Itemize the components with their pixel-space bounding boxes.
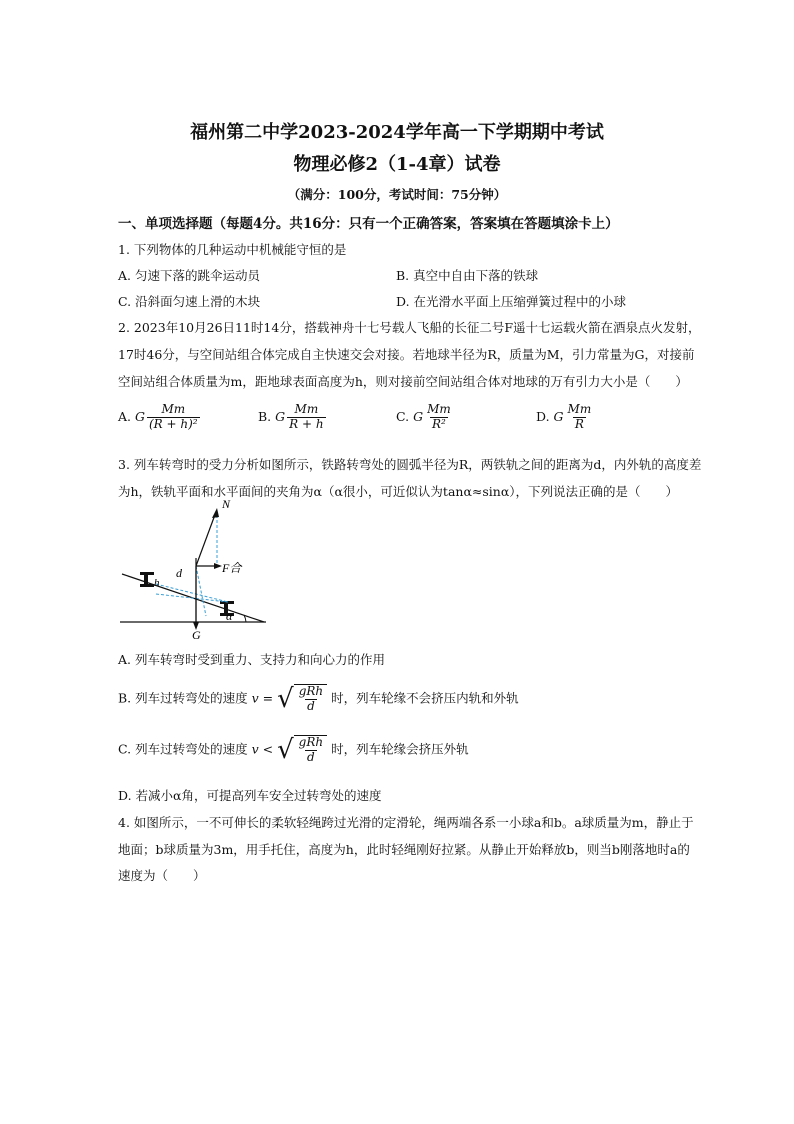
q2-line-1: 2. 2023年10月26日11时14分，搭载神舟十七号载人飞船的长征二号F遥十七运载火箭在酒泉点火发射，: [118, 320, 701, 335]
label-G: G: [192, 628, 201, 642]
q3-option-b: B. 列车过转弯处的速度 v = √ $\frac{\text{gRh}}{d}$ 时，列车轮缘不会挤压内轨和外轨: [118, 683, 519, 714]
q1-option-c: C. 沿斜面匀速上滑的木块: [118, 294, 261, 309]
q3-option-c: C. 列车过转弯处的速度 v < √ $\frac{\text{gRh}}{d}$ 时，列车轮缘会挤压外轨: [118, 734, 469, 765]
q2-line-2: 17时46分，与空间站组合体完成自主快速交会对接。若地球半径为R，质量为M，引力常量为G，对接前: [118, 347, 695, 362]
q4-line-1: 4. 如图所示，一不可伸长的柔软轻绳跨过光滑的定滑轮，绳两端各系一小球a和b。a球质量为m，静止于: [118, 815, 694, 830]
q1-option-d: D. 在光滑水平面上压缩弹簧过程中的小球: [396, 294, 627, 309]
q1-option-a: A. 匀速下落的跳伞运动员: [118, 268, 260, 283]
label-alpha: α: [226, 609, 233, 623]
q4-line-3: 速度为（ ）: [118, 868, 206, 883]
exam-subtitle: 物理必修2（1-4章）试卷: [293, 154, 501, 175]
label-h: h: [154, 577, 160, 589]
exam-info: （满分：100分，考试时间：75分钟）: [287, 187, 507, 202]
q2-option-d: D. G $\frac{Mm}{R}$: [536, 402, 592, 431]
q3-option-d: D. 若减小α角，可提高列车安全过转弯处的速度: [118, 788, 382, 803]
q3-line-1: 3. 列车转弯时的受力分析如图所示，铁路转弯处的圆弧半径为R，两铁轨之间的距离为d，内外轨的高度差: [118, 457, 702, 472]
q3-option-a: A. 列车转弯时受到重力、支持力和向心力的作用: [118, 652, 385, 667]
rail-left-icon: [140, 572, 154, 587]
q2-option-b: B. G $\frac{Mm}{R + h}$: [258, 402, 324, 431]
q2-line-3: 空间站组合体质量为m，距地球表面高度为h，则对接前空间站组合体对地球的万有引力大小是（ ）: [118, 374, 688, 389]
q3-line-2: 为h，铁轨平面和水平面间的夹角为α（α很小，可近似认为tanα≈sinα），下列说法正确的是（ ）: [118, 484, 679, 499]
exam-title: 福州第二中学2023-2024学年高一下学期期中考试: [190, 122, 604, 143]
q2-option-a: A. G $\frac{Mm}{\text{(R + h)²}}$: [118, 402, 198, 431]
q2-option-c: C. G $\frac{Mm}{\text{R²}}$: [396, 402, 451, 431]
q1-stem: 1. 下列物体的几种运动中机械能守恒的是: [118, 242, 347, 257]
force-diagram: [118, 498, 278, 643]
label-N: N: [222, 498, 231, 511]
q4-line-2: 地面；b球质量为3m，用手托住，高度为h，此时轻绳刚好拉紧。从静止开始释放b，则当b刚落地时a的: [118, 842, 690, 857]
section-heading: 一、单项选择题（每题4分。共16分：只有一个正确答案，答案填在答题填涂卡上）: [118, 216, 619, 232]
label-F: F合: [222, 561, 242, 575]
q1-option-b: B. 真空中自由下落的铁球: [396, 268, 539, 283]
label-d: d: [176, 566, 182, 580]
